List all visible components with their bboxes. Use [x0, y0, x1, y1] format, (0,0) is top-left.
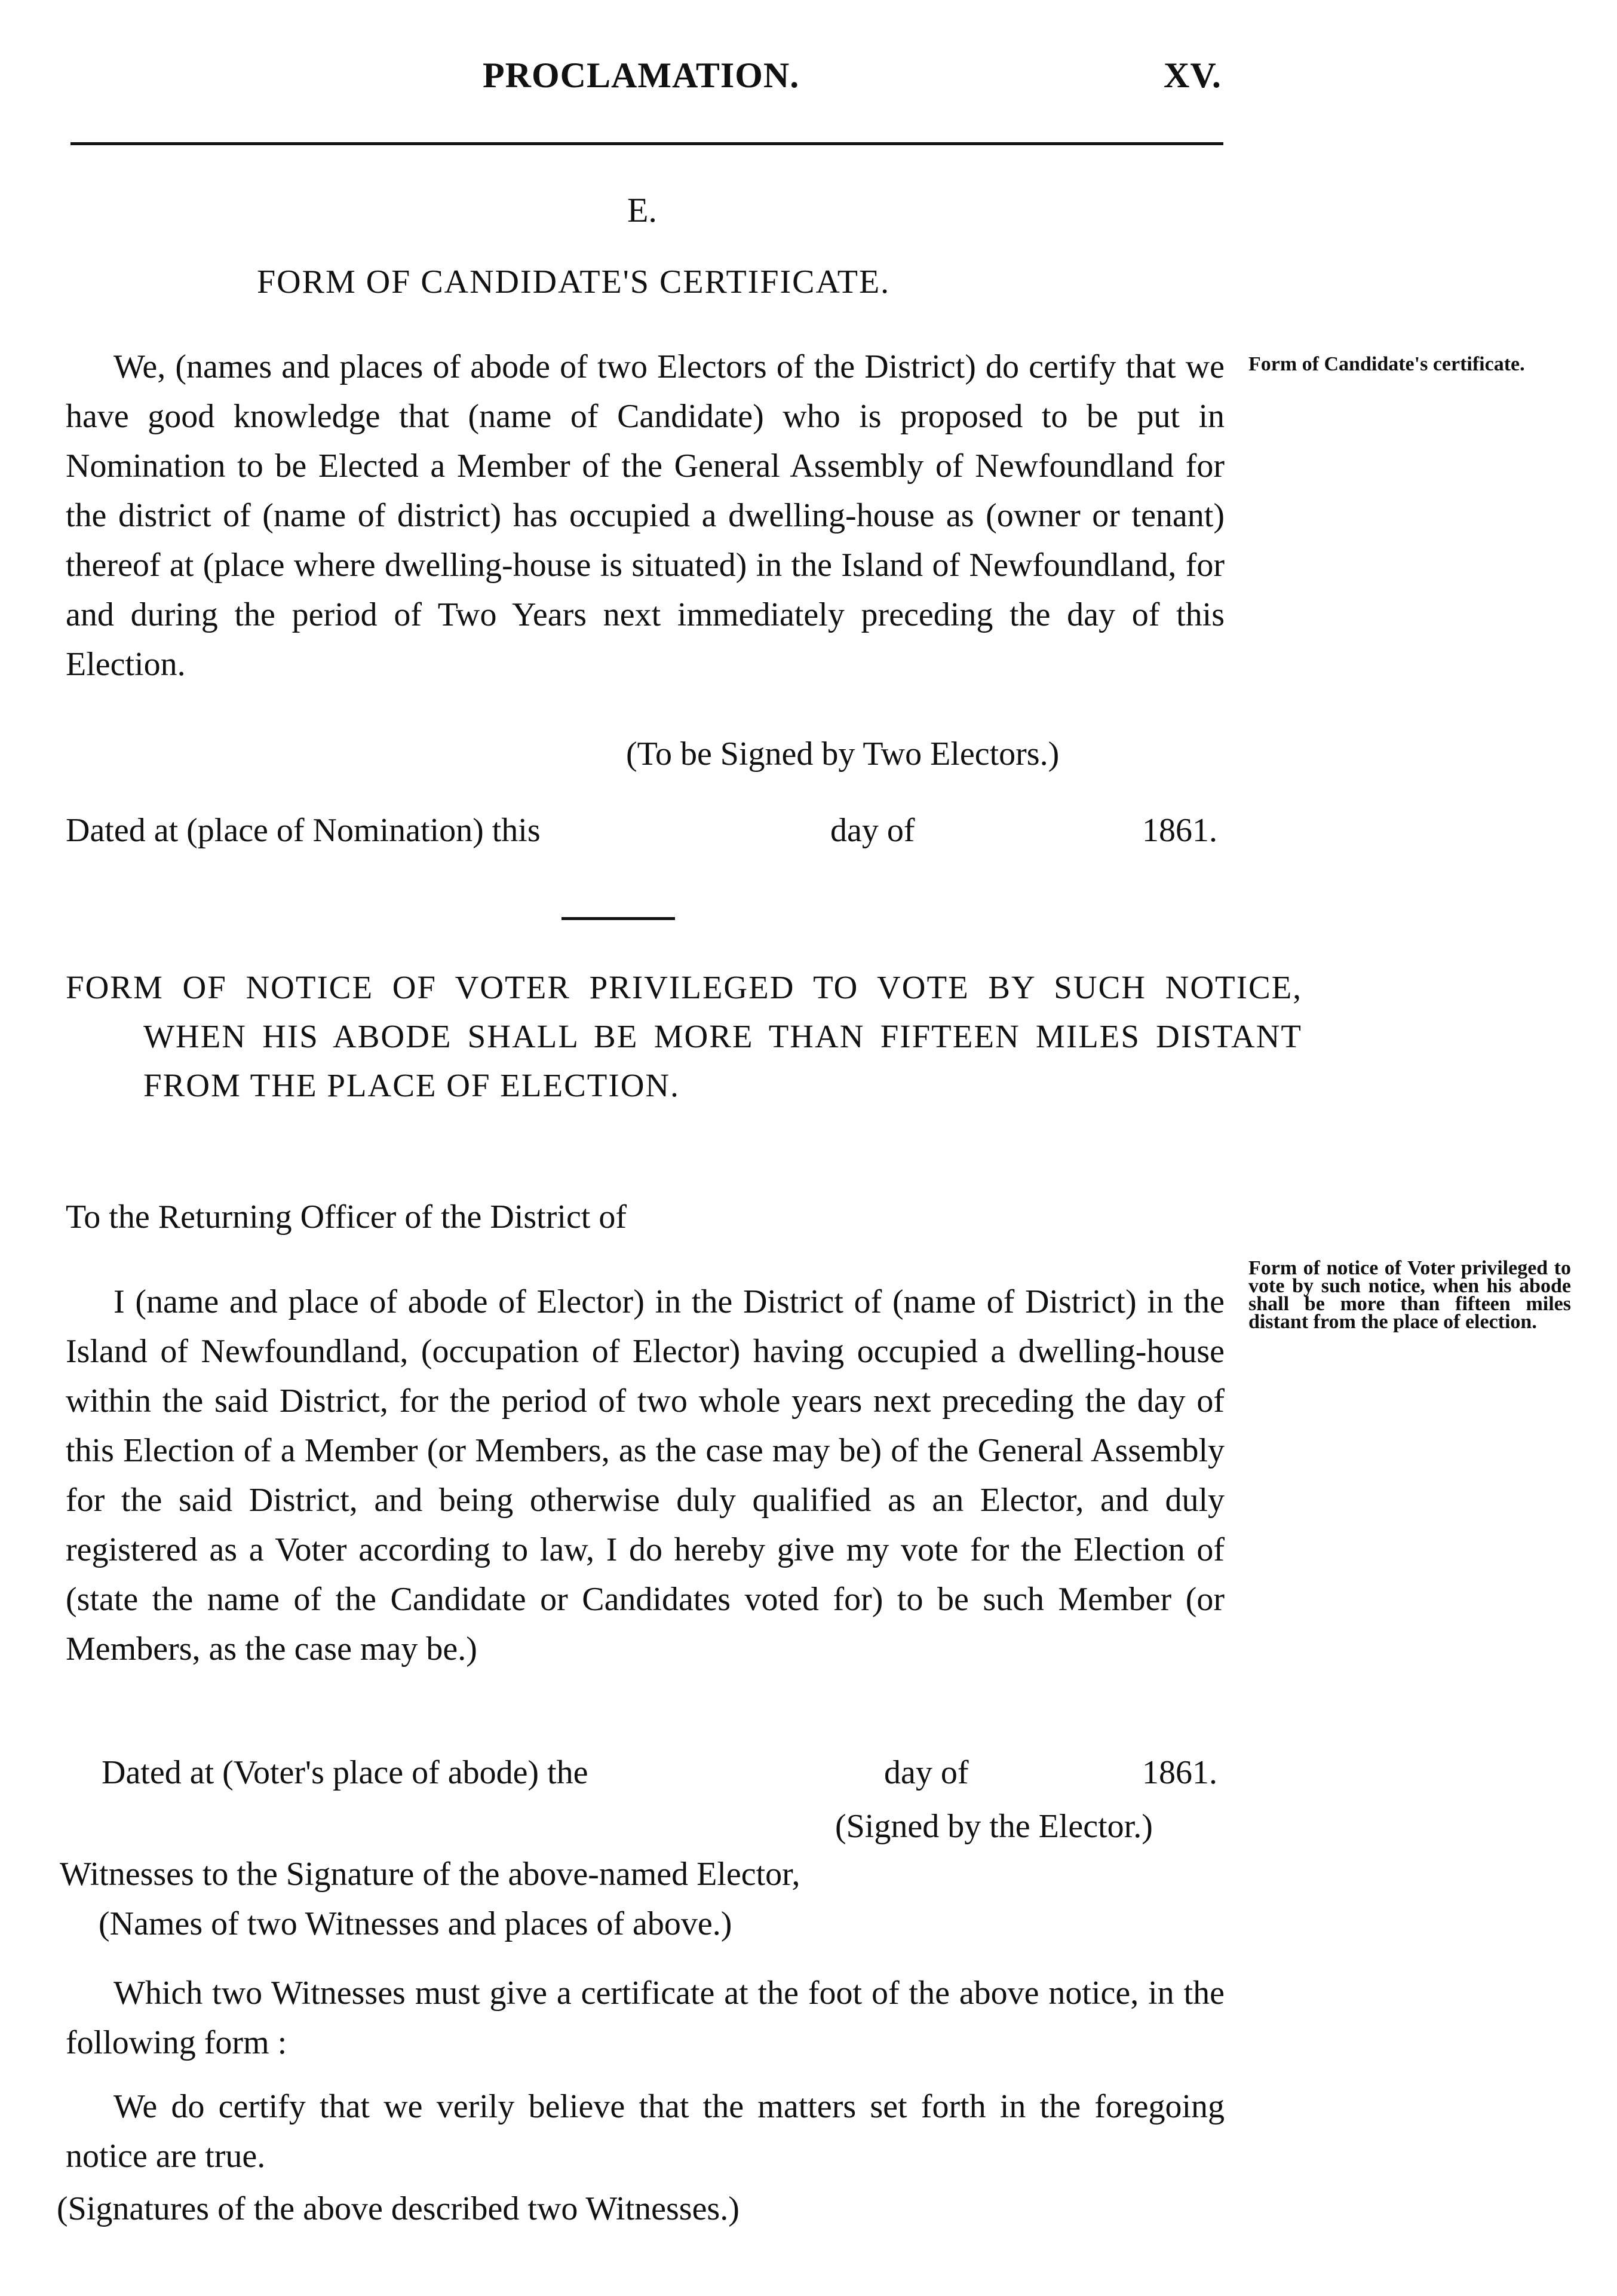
witnesses-names: (Names of two Witnesses and places of above.): [99, 1905, 732, 1942]
notice-address-line: To the Returning Officer of the District of: [66, 1198, 627, 1236]
candidate-signed-note: (To be Signed by Two Electors.): [626, 735, 1060, 773]
page-number: XV.: [1164, 56, 1222, 95]
margin-note-voter-notice: Form of notice of Voter privileged to vote by such notice, when his abode shall be more than fifteen miles distant from the place of election.: [1248, 1257, 1571, 1333]
notice-dated-line: Dated at (Voter's place of abode) the: [102, 1754, 588, 1791]
section-letter: E.: [627, 191, 657, 229]
voter-notice-body: I (name and place of abode of Elector) in the District of (name of District) in the Island of Newfoundland, (occupation of Elector) having occupied a dwelling-house within the said District, for the period of two whole years next preceding the day of this Election of a Member (or Members, as the case may be) of the General Assembly for the said District, and being otherwise duly qualified as an Elector, and duly registered as a Voter according to law, I do hereby give my vote for the Election of (state the name of the Candidate or Candidates voted for) to be such Member (or Members, as the case may be.): [66, 1283, 1225, 1667]
header-rule: [70, 142, 1223, 145]
notice-dated-year: 1861.: [1142, 1754, 1217, 1791]
candidate-certificate-body: We, (names and places of abode of two Electors of the District) do certify that we have good knowledge that (name of Candidate) who is proposed to be put in Nomination to be Elected a Member of the General Assembly of Newfoundland for the district of (name of district) has occupied a dwelling-house as (owner or tenant) thereof at (place where dwelling-house is situated) in the Island of Newfoundland, for and during the period of Two Years next immediately preceding the day of this Election.: [66, 348, 1225, 683]
running-title: PROCLAMATION.: [483, 56, 800, 95]
candidate-dated-day: day of: [830, 812, 915, 849]
witness-certificate-text: We do certify that we verily believe that the matters set forth in the foregoing notice are true.: [66, 2088, 1225, 2175]
candidate-dated-year: 1861.: [1142, 812, 1217, 849]
witness-signatures-line: (Signatures of the above described two Witnesses.): [57, 2190, 740, 2227]
candidate-dated-line: Dated at (place of Nomination) this: [66, 812, 541, 849]
notice-signed-note: (Signed by the Elector.): [835, 1808, 1153, 1845]
notice-dated-day: day of: [884, 1754, 969, 1791]
voter-notice-heading: FORM OF NOTICE OF VOTER PRIVILEGED TO VOTE BY SUCH NOTICE, WHEN HIS ABODE SHALL BE MORE THAN FIFTEEN MILES DISTANT FROM THE PLACE OF ELECTION.: [66, 969, 1302, 1103]
candidate-certificate-heading: FORM OF CANDIDATE'S CERTIFICATE.: [257, 263, 891, 301]
margin-note-candidate-certificate: Form of Candidate's certificate.: [1248, 353, 1525, 375]
witness-certificate-intro: Which two Witnesses must give a certificate at the foot of the above notice, in the following form :: [66, 1975, 1225, 2061]
witnesses-line: Witnesses to the Signature of the above-named Elector,: [60, 1856, 800, 1893]
section-divider: [561, 917, 675, 920]
